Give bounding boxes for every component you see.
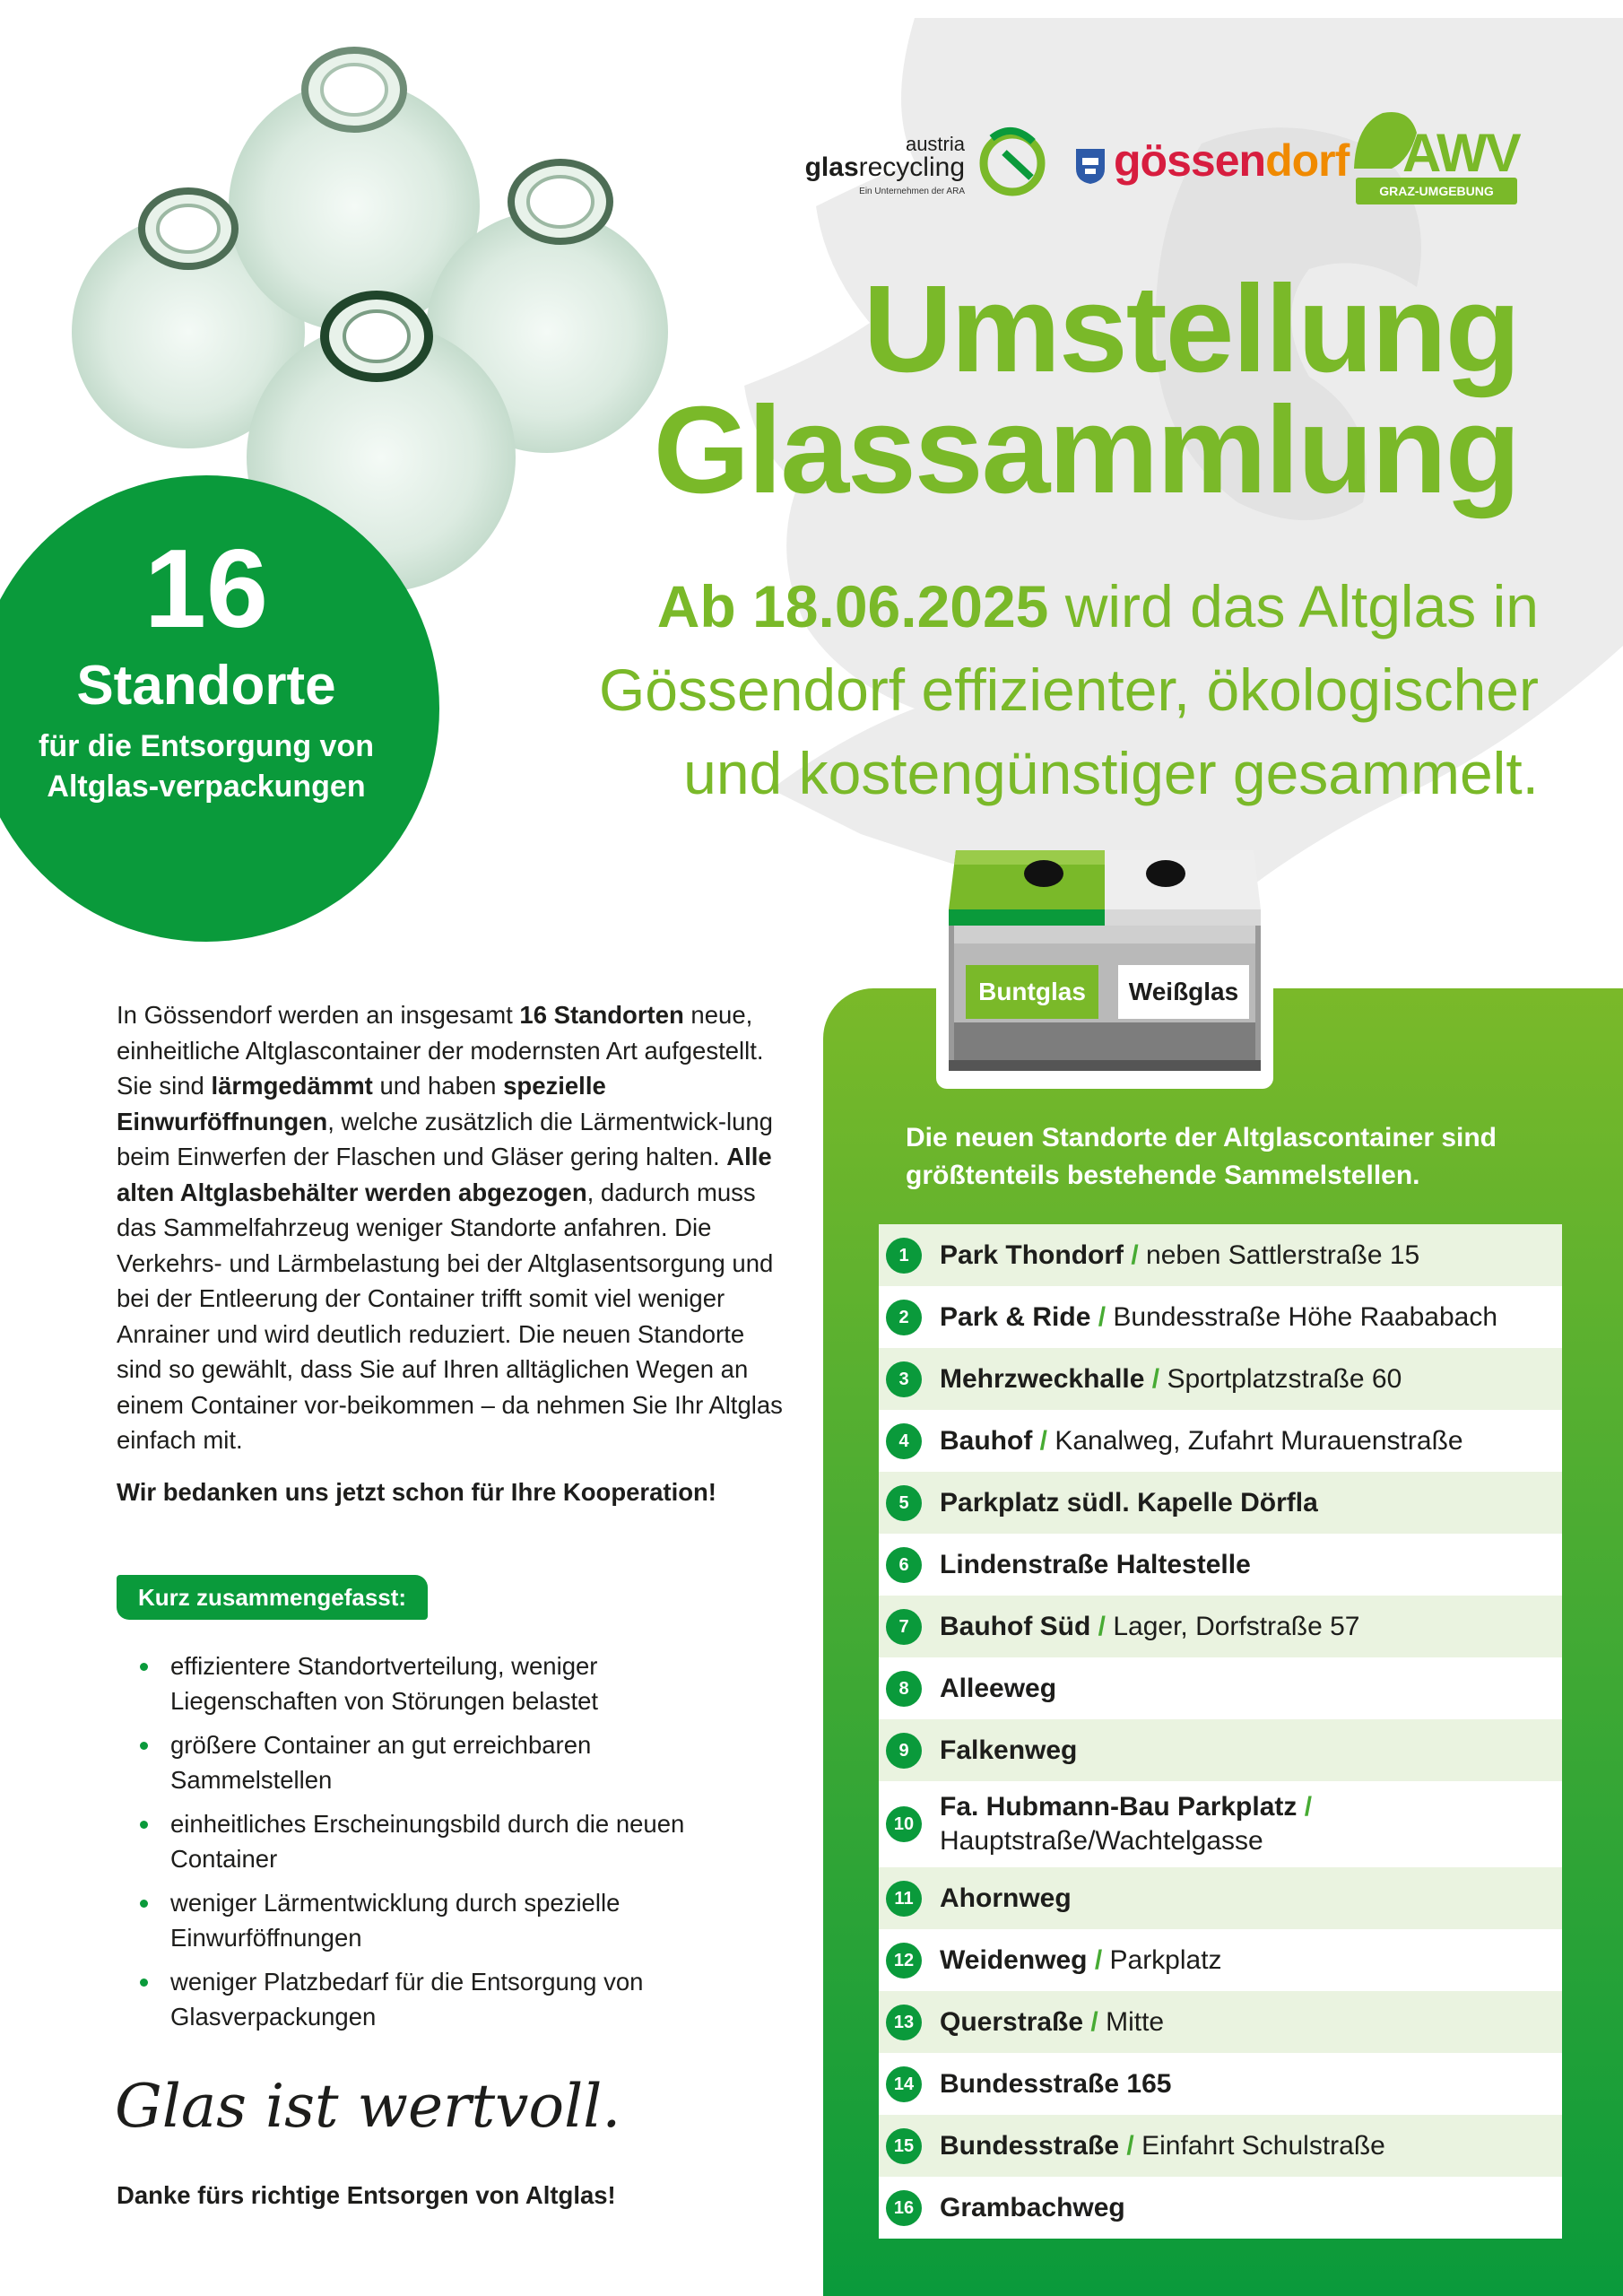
location-name: Fa. Hubmann-Bau Parkplatz (940, 1792, 1298, 1822)
badge-label: Standorte (76, 655, 336, 717)
intro-run: Alle alten Altglasbehälter werden abgezogen (117, 1143, 772, 1206)
location-detail: Einfahrt Schulstraße (1141, 2130, 1385, 2161)
summary-item (117, 1727, 708, 1797)
container-label-buntglas: Buntglas (978, 978, 1086, 1005)
summary-tag: Kurz zusammengefasst: (117, 1575, 428, 1620)
container-label-weissglas: Weißglas (1128, 978, 1239, 1005)
title-line1: Umstellung (863, 260, 1519, 398)
locations-count-badge (0, 475, 439, 942)
location-separator: / (1083, 2006, 1107, 2037)
summary-list (117, 1648, 708, 2043)
location-detail: Lager, Dorfstraße 57 (1113, 1611, 1360, 1641)
badge-number: 16 (144, 527, 268, 651)
location-name: Ahornweg (940, 1883, 1072, 1913)
location-item (879, 2053, 1562, 2115)
subtitle-line2: Gössendorf effizienter, ökologischer (598, 657, 1539, 723)
intro-run: 16 Standorten (519, 1001, 684, 1029)
bullet-dot-icon (140, 1663, 148, 1671)
intro-run: neue, einheitliche Altglascontainer der modernsten Art aufgestellt. Sie sind (117, 1001, 764, 1100)
location-detail: Kanalweg, Zufahrt Murauenstraße (1055, 1425, 1463, 1456)
location-name: Park & Ride (940, 1301, 1091, 1332)
script-slogan: Glas ist wertvoll. (115, 2072, 621, 2141)
location-number: 15 (886, 2128, 922, 2164)
summary-item-text: weniger Platzbedarf für die Entsorgung von Glasverpackungen (170, 1968, 644, 2031)
page-subtitle (373, 565, 1539, 815)
bullet-dot-icon (140, 1821, 148, 1829)
location-name: Mehrzweckhalle (940, 1363, 1145, 1394)
location-number: 1 (886, 1238, 922, 1274)
page-title (653, 260, 1519, 519)
location-item (879, 1719, 1562, 1781)
location-name: Park Thondorf (940, 1239, 1124, 1270)
goessendorf-coat-of-arms-icon (1074, 147, 1107, 185)
location-number: 6 (886, 1547, 922, 1583)
location-name: Lindenstraße Haltestelle (940, 1549, 1251, 1579)
location-number: 13 (886, 2005, 922, 2040)
location-separator: / (1090, 1301, 1114, 1332)
subtitle-rest1: wird das Altglas in (1048, 573, 1539, 639)
location-item (879, 1224, 1562, 1286)
location-name: Parkplatz südl. Kapelle Dörfla (940, 1487, 1318, 1518)
awv-logo-subtitle: GRAZ-UMGEBUNG (1379, 184, 1494, 198)
location-detail: Bundesstraße Höhe Raababach (1113, 1301, 1498, 1332)
location-number: 12 (886, 1943, 922, 1979)
logo-glas-line2: glasrecycling (804, 152, 965, 182)
awv-logo-name: AWV (1402, 123, 1520, 183)
location-detail: Parkplatz (1109, 1944, 1222, 1975)
goessendorf-logo-part1: gössen (1114, 135, 1266, 186)
location-item (879, 2177, 1562, 2239)
location-number: 8 (886, 1671, 922, 1707)
location-separator: / (1119, 2130, 1142, 2161)
intro-run: und haben (372, 1072, 504, 1100)
summary-item (117, 1806, 708, 1876)
logo-glas-line3: Ein Unternehmen der ARA (859, 187, 965, 196)
location-number: 4 (886, 1423, 922, 1459)
final-line: Danke fürs richtige Entsorgen von Altglas! (117, 2181, 616, 2209)
location-separator: / (1032, 1425, 1055, 1456)
location-name: Alleeweg (940, 1673, 1057, 1703)
location-name: Bundesstraße 165 (940, 2068, 1172, 2099)
panel-heading: Die neuen Standorte der Altglascontainer sind größtenteils bestehende Sammelstellen. (906, 1123, 1497, 1190)
location-detail: Hauptstraße/Wachtelgasse (940, 1826, 1263, 1856)
location-item (879, 1781, 1562, 1867)
location-number: 10 (886, 1806, 922, 1842)
bullet-dot-icon (140, 1742, 148, 1750)
location-number: 3 (886, 1361, 922, 1397)
location-detail: Mitte (1106, 2006, 1165, 2037)
goessendorf-logo (1074, 135, 1350, 188)
location-item (879, 1867, 1562, 1929)
intro-run: In Gössendorf werden an insgesamt (117, 1001, 520, 1029)
summary-item-text: weniger Lärmentwicklung durch spezielle Einwurföffnungen (170, 1889, 621, 1952)
location-separator: / (1087, 1944, 1110, 1975)
location-item (879, 1534, 1562, 1596)
intro-run: spezielle Einwurföffnungen (117, 1072, 606, 1135)
awv-graz-umgebung-logo (1347, 106, 1520, 204)
location-item (879, 1472, 1562, 1534)
location-number: 14 (886, 2066, 922, 2102)
location-number: 11 (886, 1881, 922, 1917)
location-name: Bundesstraße (940, 2130, 1120, 2161)
location-item (879, 1929, 1562, 1991)
subtitle-line3: und kostengünstiger gesammelt. (683, 740, 1539, 806)
glasrecycling-swirl-icon (974, 120, 1051, 197)
location-number: 9 (886, 1733, 922, 1769)
austria-glasrecycling-logo (804, 115, 1051, 204)
location-separator: / (1090, 1611, 1114, 1641)
logo-glas-line1: austria (905, 133, 965, 155)
location-number: 7 (886, 1609, 922, 1645)
summary-item-text: effizientere Standortverteilung, weniger Liegenschaften von Störungen belastet (170, 1652, 599, 1715)
location-number: 2 (886, 1300, 922, 1335)
location-item (879, 1991, 1562, 2053)
summary-item-text: größere Container an gut erreichbaren Sammelstellen (170, 1731, 592, 1794)
location-item (879, 1286, 1562, 1348)
location-name: Bauhof (940, 1425, 1033, 1456)
locations-list (879, 1224, 1562, 2239)
intro-run: lärmgedämmt (211, 1072, 373, 1100)
location-detail: neben Sattlerstraße 15 (1146, 1239, 1420, 1270)
location-separator: / (1124, 1239, 1147, 1270)
location-separator: / (1144, 1363, 1167, 1394)
location-name: Grambachweg (940, 2192, 1125, 2222)
summary-item (117, 1964, 708, 2034)
subtitle-date: Ab 18.06.2025 (656, 573, 1049, 639)
thanks-line: Wir bedanken uns jetzt schon für Ihre Kooperation! (117, 1478, 716, 1506)
summary-item (117, 1648, 708, 1718)
location-name: Falkenweg (940, 1735, 1078, 1765)
location-item (879, 1348, 1562, 1410)
location-name: Weidenweg (940, 1944, 1088, 1975)
summary-item (117, 1885, 708, 1955)
summary-item-text: einheitliches Erscheinungsbild durch die neuen Container (170, 1810, 685, 1873)
location-name: Bauhof Süd (940, 1611, 1091, 1641)
location-detail: Sportplatzstraße 60 (1167, 1363, 1402, 1394)
location-item (879, 1596, 1562, 1657)
goessendorf-logo-part2: dorf (1265, 135, 1350, 186)
location-item (879, 1657, 1562, 1719)
intro-run: , dadurch muss das Sammelfahrzeug weniger Standorte anfahren. Die Verkehrs- und Lärmbelastung bei der Altglasentsorgung und bei der Entleerung der Container trifft somit viel weniger Anrainer und wird deutlich reduziert. Die neuen Standorte sind so gewählt, dass Sie auf Ihren alltäglichen Wegen an einem Container vor-beikommen – da nehmen Sie Ihr Altglas einfach mit. (117, 1178, 783, 1454)
intro-run: , welche zusätzlich die Lärmentwick-lung beim Einwerfen der Flaschen und Gläser gering halten. (117, 1107, 773, 1170)
intro-paragraph (117, 997, 785, 1458)
location-number: 5 (886, 1485, 922, 1521)
bullet-dot-icon (140, 1900, 148, 1908)
bullet-dot-icon (140, 1979, 148, 1987)
location-name: Querstraße (940, 2006, 1084, 2037)
location-item (879, 1410, 1562, 1472)
location-separator: / (1297, 1792, 1313, 1822)
location-number: 16 (886, 2190, 922, 2226)
badge-sub: für die Entsorgung von Altglas-verpackungen (39, 729, 374, 804)
title-line2: Glassammlung (653, 381, 1519, 519)
location-item (879, 2115, 1562, 2177)
